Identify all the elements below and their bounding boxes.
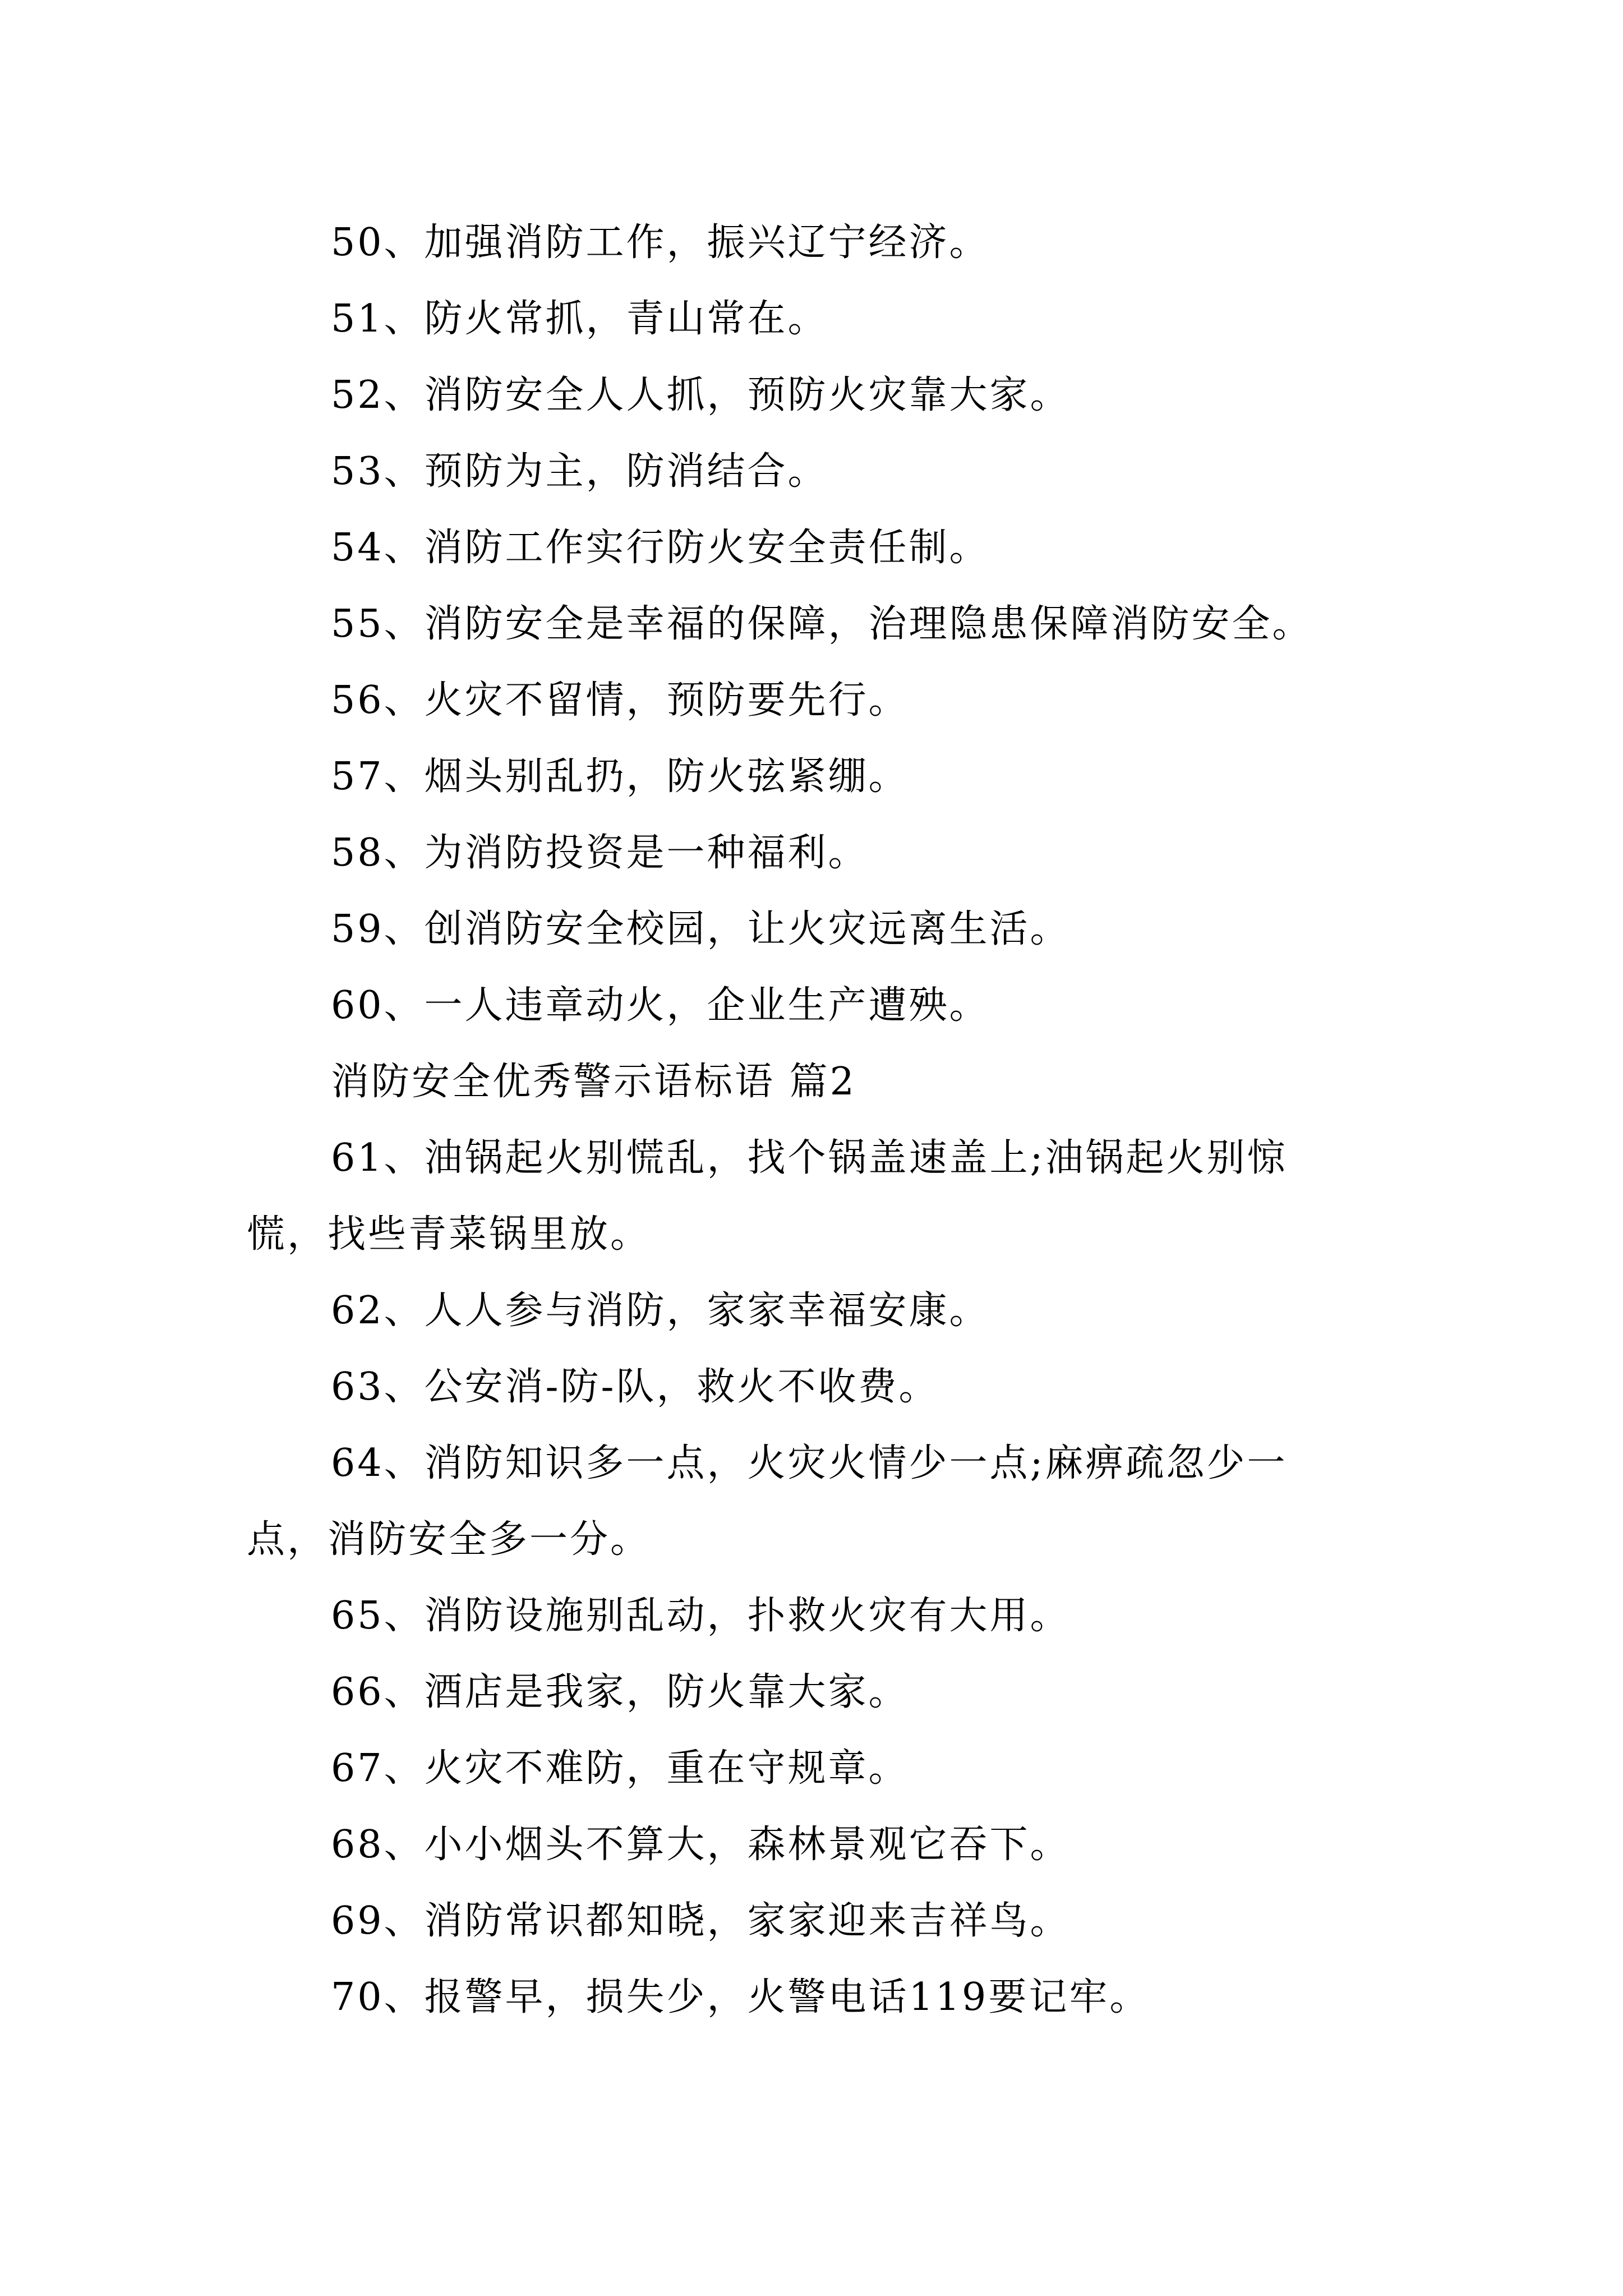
slogan-line: 56、火灾不留情，预防要先行。 bbox=[331, 678, 909, 723]
slogan-line: 68、小小烟头不算大，森林景观它吞下。 bbox=[331, 1823, 1071, 1867]
document-body bbox=[247, 205, 1424, 2036]
slogan-line: 54、消防工作实行防火安全责任制。 bbox=[331, 526, 990, 570]
slogan-line: 61、油锅起火别慌乱，找个锅盖速盖上;油锅起火别惊 bbox=[331, 1136, 1288, 1180]
slogan-line: 69、消防常识都知晓，家家迎来吉祥鸟。 bbox=[331, 1899, 1071, 1943]
slogan-line: 57、烟头别乱扔，防火弦紧绷。 bbox=[331, 754, 909, 799]
slogan-line: 52、消防安全人人抓，预防火灾靠大家。 bbox=[331, 373, 1071, 417]
slogan-line: 62、人人参与消防，家家幸福安康。 bbox=[331, 1289, 990, 1333]
slogan-line: 58、为消防投资是一种福利。 bbox=[331, 831, 869, 875]
slogan-line: 51、防火常抓，青山常在。 bbox=[331, 297, 828, 341]
slogan-line: 64、消防知识多一点，火灾火情少一点;麻痹疏忽少一 bbox=[331, 1441, 1288, 1485]
slogan-continuation-line: 点，消防安全多一分。 bbox=[247, 1517, 651, 1562]
slogan-line: 55、消防安全是幸福的保障，治理隐患保障消防安全。 bbox=[331, 602, 1313, 646]
slogan-line: 70、报警早，损失少，火警电话119要记牢。 bbox=[331, 1975, 1150, 2019]
slogan-line: 60、一人违章动火，企业生产遭殃。 bbox=[331, 983, 990, 1028]
slogan-line: 66、酒店是我家，防火靠大家。 bbox=[331, 1670, 909, 1714]
slogan-line: 59、创消防安全校园，让火灾远离生活。 bbox=[331, 907, 1071, 951]
slogan-line: 67、火灾不难防，重在守规章。 bbox=[331, 1746, 909, 1791]
slogan-line: 50、加强消防工作，振兴辽宁经济。 bbox=[331, 220, 990, 265]
slogan-line: 65、消防设施别乱动，扑救火灾有大用。 bbox=[331, 1594, 1071, 1638]
slogan-continuation-line: 慌，找些青菜锅里放。 bbox=[247, 1212, 651, 1257]
section-heading: 消防安全优秀警示语标语 篇2 bbox=[331, 1060, 856, 1104]
slogan-line: 53、预防为主，防消结合。 bbox=[331, 449, 828, 494]
slogan-line: 63、公安消-防-队，救火不收费。 bbox=[331, 1365, 939, 1409]
